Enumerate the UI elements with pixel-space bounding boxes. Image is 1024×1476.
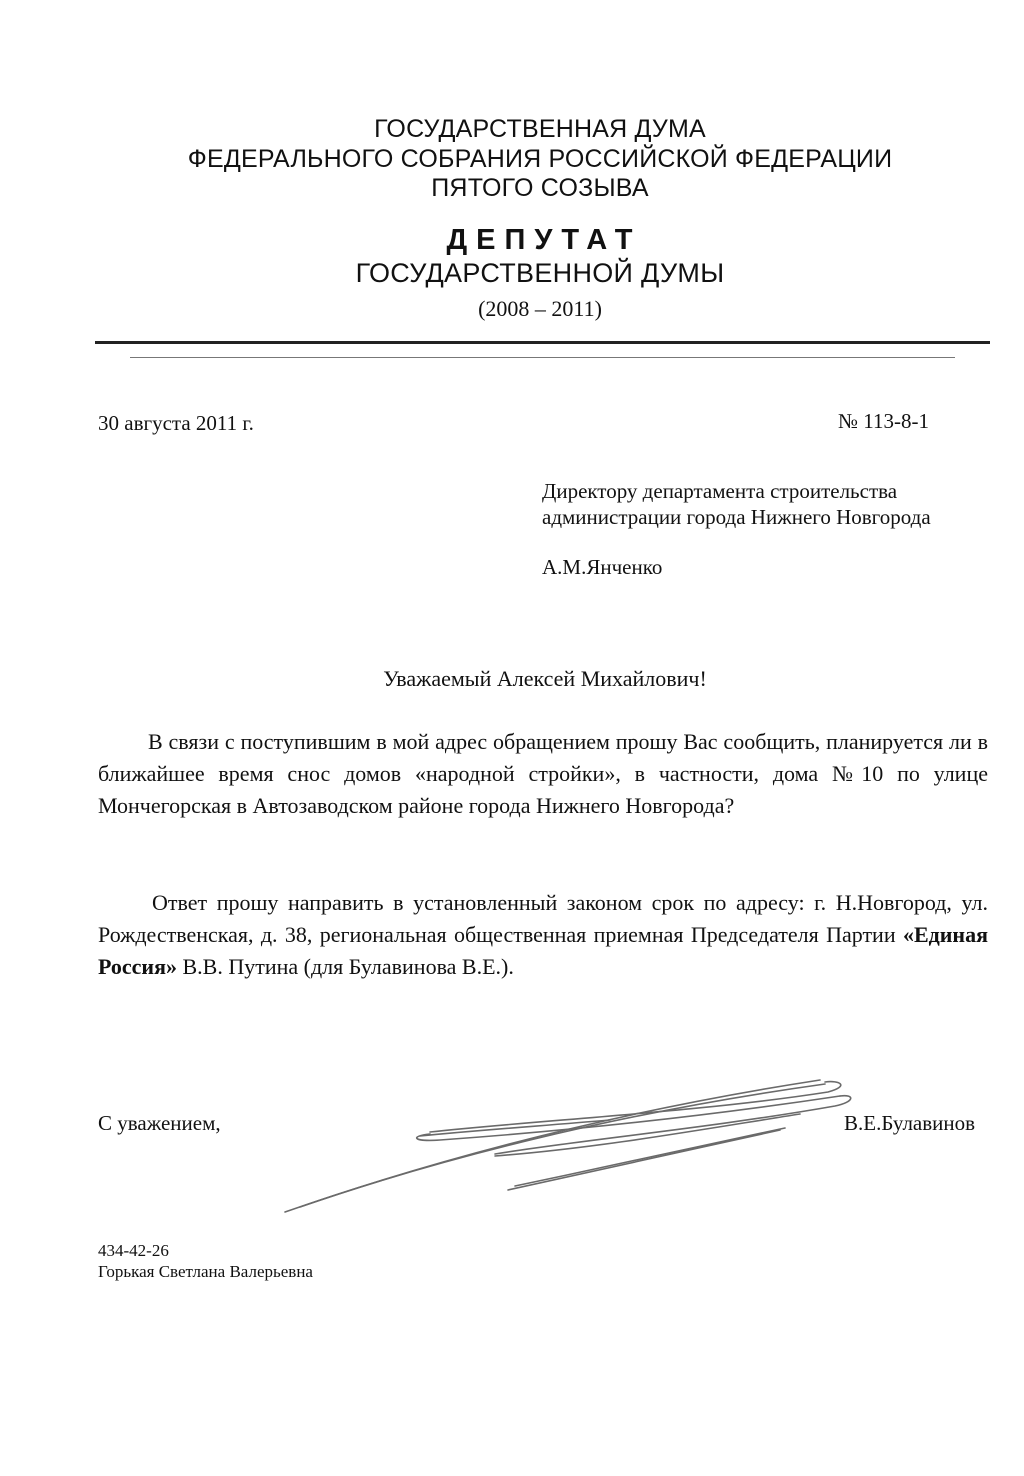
- addressee-line1: Директору департамента строительства: [542, 479, 898, 503]
- executor-name: Горькая Светлана Валерьевна: [98, 1262, 313, 1281]
- salutation: Уважаемый Алексей Михайлович!: [383, 666, 707, 691]
- letterhead-rule-thin: [130, 357, 955, 358]
- addressee-name: А.М.Янченко: [542, 555, 663, 579]
- closing-phrase: С уважением,: [98, 1111, 221, 1135]
- signer-name: В.Е.Булавинов: [844, 1111, 976, 1135]
- letter-number: № 113-8-1: [838, 409, 929, 433]
- letter-date: 30 августа 2011 г.: [98, 411, 254, 435]
- letterhead-rule-thick: [95, 341, 990, 344]
- letterhead-line2: ФЕДЕРАЛЬНОГО СОБРАНИЯ РОССИЙСКОЙ ФЕДЕРАЦИИ: [187, 145, 893, 173]
- letterhead-line3: ПЯТОГО СОЗЫВА: [431, 174, 649, 202]
- party-name: «Единая Россия»: [98, 922, 988, 979]
- letterhead-duma: ГОСУДАРСТВЕННОЙ ДУМЫ: [355, 258, 725, 288]
- addressee-line2: администрации города Нижнего Новгорода: [542, 505, 931, 529]
- handwritten-signature: [280, 1062, 860, 1222]
- paragraph-2-text-end: В.В. Путина (для Булавинова В.Е.).: [177, 954, 514, 979]
- body-paragraph-2: [98, 887, 988, 983]
- paragraph-2-text-start: Ответ прошу направить в установленный законом срок по адресу: г. Н.Новгород, ул. Рождественская, д. 38, региональная общественная приемная Председателя Партии: [98, 890, 988, 947]
- body-paragraph-1: В связи с поступившим в мой адрес обращением прошу Вас сообщить, планируется ли в ближайшее время снос домов «народной стройки», в частности, дома №10 по улице Мончегорская в Автозаводском районе города Нижнего Новгорода?: [98, 729, 988, 818]
- letterhead-deputy: ДЕПУТАТ: [446, 224, 642, 256]
- letterhead-years: (2008 – 2011): [478, 296, 602, 321]
- executor-phone: 434-42-26: [98, 1241, 169, 1260]
- letterhead-line1: ГОСУДАРСТВЕННАЯ ДУМА: [374, 115, 706, 143]
